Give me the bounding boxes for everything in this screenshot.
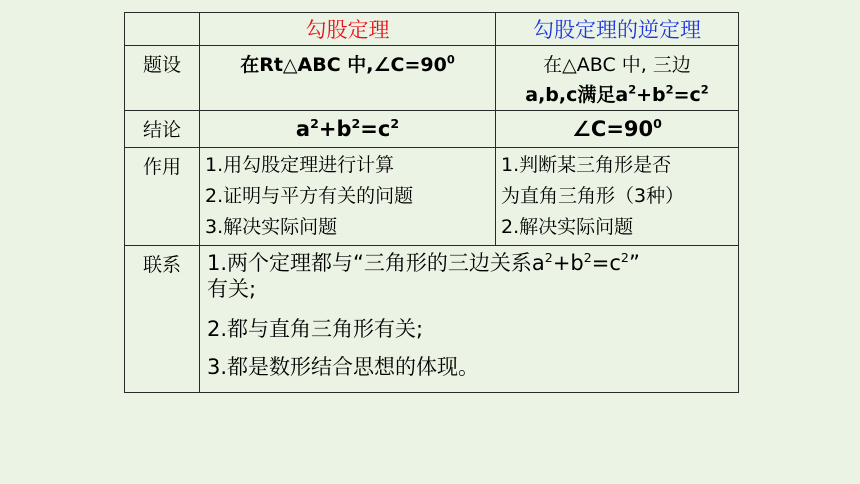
exponent: 2 — [583, 250, 592, 265]
premise-theorem — [200, 46, 496, 111]
formula-part: +b — [636, 84, 666, 106]
premise-converse-line1: 在△ABC 中, 三边 — [543, 54, 691, 76]
relation-line1 — [207, 250, 738, 276]
use-converse-item: 2.解决实际问题 — [501, 216, 634, 238]
relation-cell — [200, 246, 739, 393]
header-theorem: 勾股定理 — [200, 13, 496, 46]
row-label-conclusion: 结论 — [125, 111, 200, 148]
header-converse: 勾股定理的逆定理 — [496, 13, 739, 46]
relation-line4: 3.都是数形结合思想的体现。 — [207, 355, 480, 379]
corner-cell — [125, 13, 200, 46]
exponent: 2 — [665, 82, 674, 97]
row-label-use: 作用 — [125, 148, 200, 246]
premise-converse-line2 — [496, 80, 738, 110]
use-theorem-item: 2.证明与平方有关的问题 — [205, 185, 414, 207]
formula-part: a — [295, 117, 311, 141]
relation-line3: 2.都与直角三角形有关; — [207, 317, 424, 341]
formula-part: ∠C=90 — [572, 117, 654, 141]
conclusion-theorem — [200, 111, 496, 148]
degree-superscript: 0 — [446, 52, 455, 67]
conclusion-row — [125, 111, 739, 148]
use-theorem-item: 3.解决实际问题 — [205, 216, 338, 238]
formula-part: =c — [673, 84, 701, 106]
row-label-premise: 题设 — [125, 46, 200, 111]
use-converse-item: 1.判断某三角形是否 — [501, 154, 672, 176]
premise-converse — [496, 46, 739, 111]
relation-text: 1.两个定理都与“三角形的三边关系a — [207, 251, 545, 275]
use-row — [125, 148, 739, 246]
degree-superscript: 0 — [653, 116, 662, 131]
use-converse — [496, 148, 739, 246]
comparison-table — [124, 12, 739, 393]
exponent: 2 — [700, 82, 709, 97]
header-row — [125, 13, 739, 46]
formula-part: =c — [591, 251, 621, 275]
relation-line2: 有关; — [207, 277, 257, 301]
use-converse-item: 为直角三角形（3种） — [501, 185, 685, 207]
exponent: 2 — [351, 116, 361, 131]
formula-part: +b — [552, 251, 584, 275]
exponent: 2 — [390, 116, 400, 131]
row-label-relation: 联系 — [125, 246, 200, 393]
conclusion-converse — [496, 111, 739, 148]
exponent: 2 — [628, 82, 637, 97]
exponent: 2 — [544, 250, 553, 265]
formula-part: a,b,c满足a — [525, 84, 629, 106]
premise-row — [125, 46, 739, 111]
formula-part: =c — [360, 117, 391, 141]
quote-mark: ” — [628, 251, 640, 275]
use-theorem — [200, 148, 496, 246]
relation-row — [125, 246, 739, 393]
formula-part: +b — [318, 117, 352, 141]
use-theorem-item: 1.用勾股定理进行计算 — [205, 154, 395, 176]
premise-theorem-text: 在Rt△ABC 中,∠C=90 — [240, 54, 447, 76]
exponent: 2 — [310, 116, 319, 131]
exponent: 2 — [620, 250, 629, 265]
